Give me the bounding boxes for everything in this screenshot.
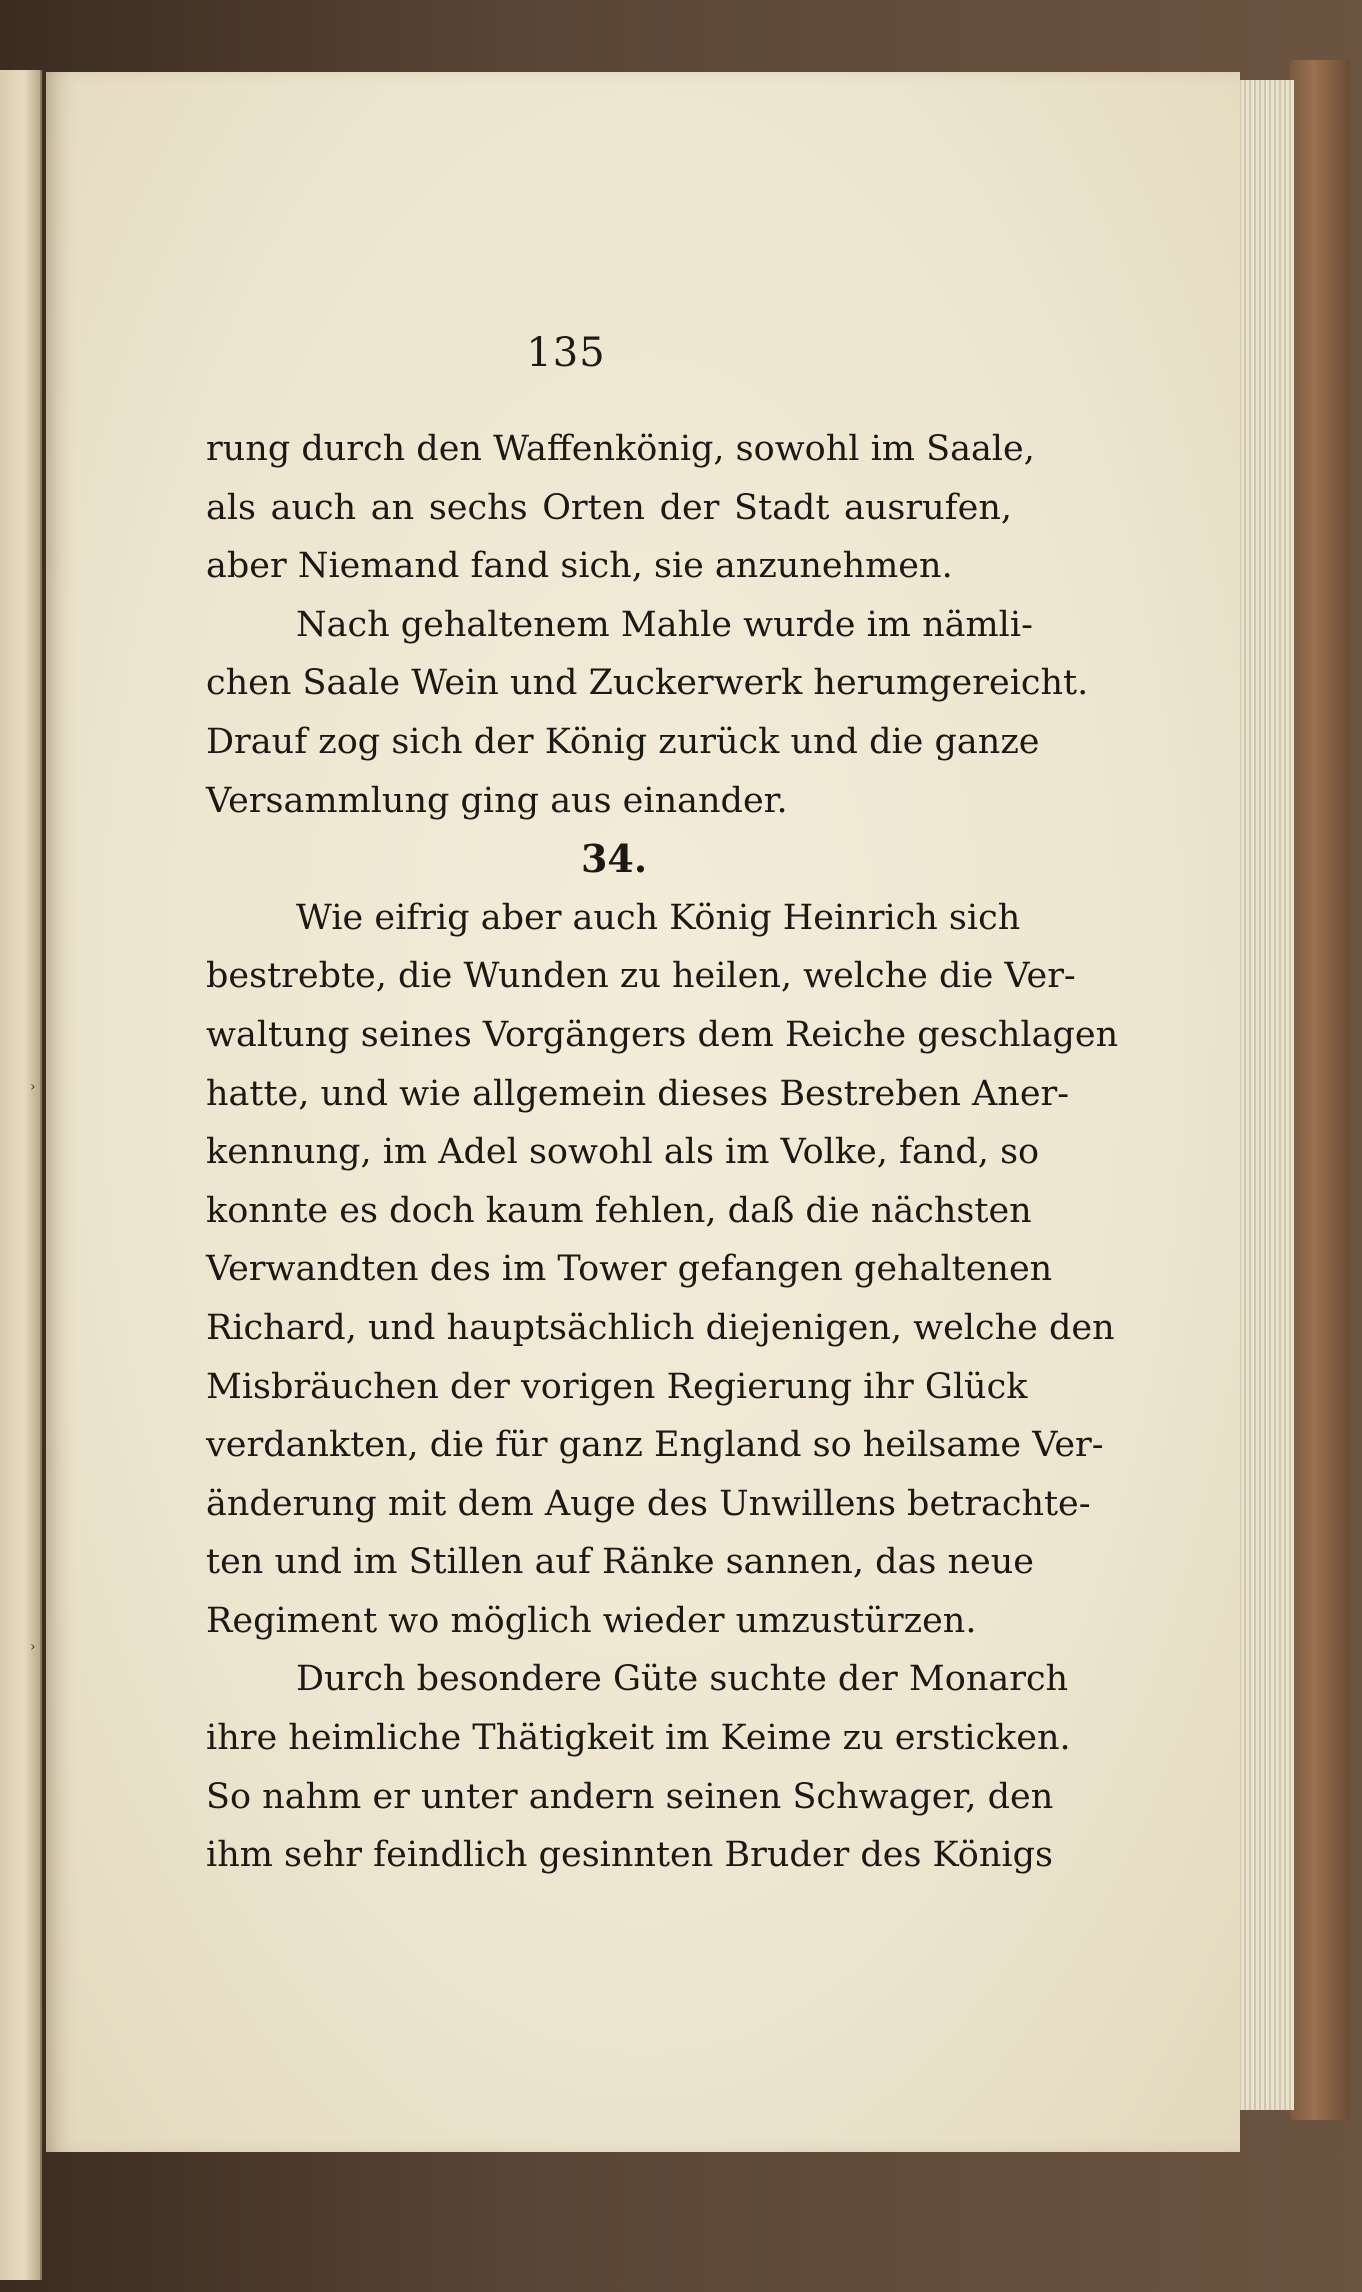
text-line: aber Niemand fand sich, sie anzunehmen. bbox=[206, 546, 953, 587]
text-line: Verwandten des im Tower gefangen gehaltenen bbox=[206, 1249, 1053, 1290]
text-line: Misbräuchen der vorigen Regierung ihr Glück bbox=[206, 1366, 1028, 1407]
text-line: hatte, und wie allgemein dieses Bestreben Aner- bbox=[206, 1073, 1070, 1114]
text-line: ihm sehr feindlich gesinnten Bruder des Königs bbox=[206, 1835, 1053, 1876]
text-line: Nach gehaltenem Mahle wurde im nämli- bbox=[296, 604, 1033, 645]
text-line: änderung mit dem Auge des Unwillens betrachte- bbox=[206, 1483, 1091, 1524]
text-line: Versammlung ging aus einander. bbox=[206, 780, 788, 821]
text-line: rung durch den Waffenkönig, sowohl im Saale, bbox=[206, 429, 1035, 469]
text-line: Regiment wo möglich wieder umzustürzen. bbox=[206, 1600, 977, 1641]
margin-mark: › bbox=[30, 1079, 36, 1095]
book-cover-edge bbox=[1290, 60, 1350, 2120]
section-heading: 34. bbox=[580, 836, 648, 882]
body-text bbox=[206, 420, 1119, 1885]
text-line: Richard, und hauptsächlich diejenigen, welche den bbox=[206, 1307, 1115, 1348]
text-line: verdankten, die für ganz England so heilsame Ver- bbox=[206, 1425, 1104, 1466]
text-line: waltung seines Vorgängers dem Reiche geschlagen bbox=[206, 1014, 1119, 1055]
page-stack-edge bbox=[1236, 80, 1294, 2110]
text-line: ten und im Stillen auf Ränke sannen, das neue bbox=[206, 1542, 1034, 1583]
text-line: Wie eifrig aber auch König Heinrich sich bbox=[296, 897, 1021, 938]
margin-mark: › bbox=[30, 1639, 36, 1655]
page-number: 135 bbox=[526, 330, 606, 376]
book-page bbox=[46, 72, 1240, 2152]
text-line: bestrebte, die Wunden zu heilen, welche die Ver- bbox=[206, 956, 1076, 997]
text-line: als auch an sechs Orten der Stadt ausrufen, bbox=[206, 487, 1012, 528]
previous-page-edge bbox=[0, 70, 42, 2280]
text-line: konnte es doch kaum fehlen, daß die nächsten bbox=[206, 1190, 1032, 1231]
text-line: ihre heimliche Thätigkeit im Keime zu ersticken. bbox=[206, 1718, 1071, 1759]
text-line: So nahm er unter andern seinen Schwager, den bbox=[206, 1776, 1054, 1817]
text-line: kennung, im Adel sowohl als im Volke, fand, so bbox=[206, 1132, 1040, 1173]
text-line: Durch besondere Güte suchte der Monarch bbox=[296, 1659, 1069, 1700]
text-line: chen Saale Wein und Zuckerwerk herumgereicht. bbox=[206, 663, 1089, 704]
text-line: Drauf zog sich der König zurück und die ganze bbox=[206, 721, 1040, 762]
